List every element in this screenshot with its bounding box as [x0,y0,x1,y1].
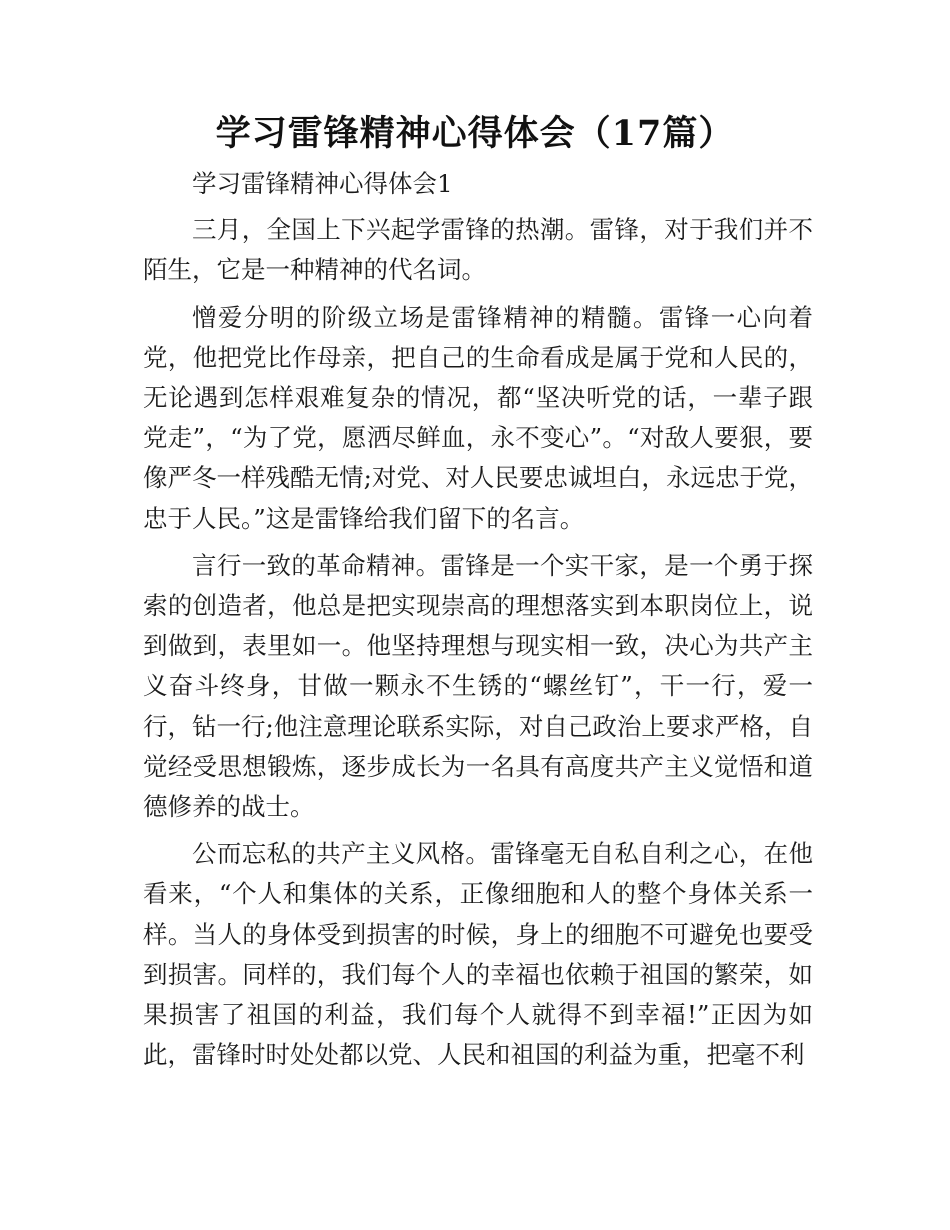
paragraph-4: 公而忘私的共产主义风格。雷锋毫无自私自利之心，在他看来，“个人和集体的关系，正像细胞和人的整个身体关系一样。当人的身体受到损害的时候，身上的细胞不可避免也要受到损害。同样的，我们每个人的幸福也依赖于祖国的繁荣，如果损害了祖国的利益，我们每个人就得不到幸福!”正因为如此，雷锋时时处处都以党、人民和祖国的利益为重，把毫不利 [143,839,813,1070]
document-body [143,164,813,1082]
paragraph-2: 憎爱分明的阶级立场是雷锋精神的精髓。雷锋一心向着党，他把党比作母亲，把自己的生命看成是属于党和人民的，无论遇到怎样艰难复杂的情况，都“坚决听党的话，一辈子跟党走”，“为了党，愿洒尽鲜血，永不变心”。“对敌人要狠，要像严冬一样残酷无情;对党、对人民要忠诚坦白，永远忠于党，忠于人民。”这是雷锋给我们留下的名言。 [143,302,813,533]
document-title: 学习雷锋精神心得体会（17篇） [215,113,735,154]
section-heading: 学习雷锋精神心得体会1 [192,169,453,198]
paragraph-3: 言行一致的革命精神。雷锋是一个实干家，是一个勇于探索的创造者，他总是把实现崇高的理想落实到本职岗位上，说到做到，表里如一。他坚持理想与现实相一致，决心为共产主义奋斗终身，甘做一颗永不生锈的“螺丝钉”，干一行，爱一行，钻一行;他注意理论联系实际，对自己政治上要求严格，自觉经受思想锻炼，逐步成长为一名具有高度共产主义觉悟和道德修养的战士。 [143,550,813,822]
paragraph-1: 三月，全国上下兴起学雷锋的热潮。雷锋，对于我们并不陌生，它是一种精神的代名词。 [143,215,813,285]
